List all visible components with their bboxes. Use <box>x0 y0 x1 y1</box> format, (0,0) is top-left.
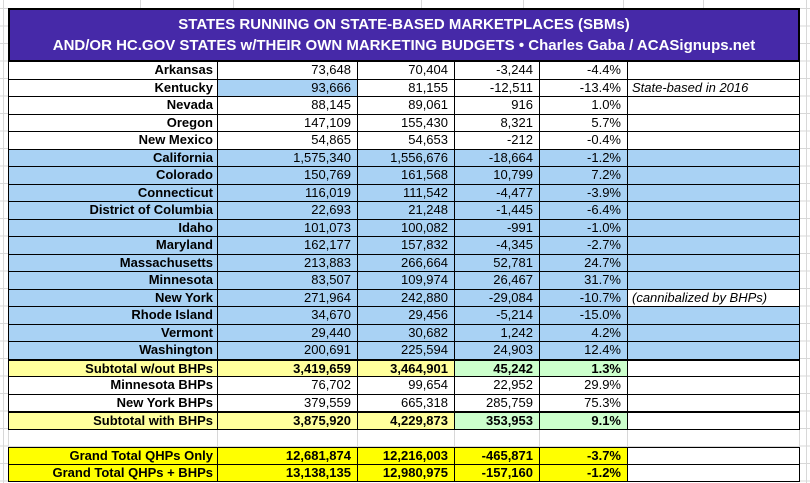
note-cell[interactable] <box>628 325 800 343</box>
value-1-cell[interactable]: 13,138,135 <box>218 465 358 483</box>
state-name-cell[interactable]: Vermont <box>8 325 218 343</box>
note-cell[interactable]: State-based in 2016 <box>628 80 800 98</box>
note-cell[interactable] <box>628 342 800 360</box>
value-2-cell[interactable]: 109,974 <box>358 272 455 290</box>
percent-change-cell[interactable]: 9.1% <box>540 413 628 430</box>
gridline-tick <box>233 0 234 8</box>
gridline-tick <box>623 0 624 8</box>
percent-change-cell[interactable]: 24.7% <box>540 255 628 273</box>
percent-change-cell[interactable]: -6.4% <box>540 202 628 220</box>
value-2-cell[interactable]: 54,653 <box>358 132 455 150</box>
difference-cell[interactable]: -1,445 <box>455 202 540 220</box>
percent-change-cell <box>540 430 628 448</box>
table-row <box>8 97 800 115</box>
value-1-cell[interactable]: 147,109 <box>218 115 358 133</box>
difference-cell[interactable]: -29,084 <box>455 290 540 308</box>
state-name-cell[interactable]: Arkansas <box>8 62 218 80</box>
difference-cell[interactable]: 285,759 <box>455 395 540 413</box>
percent-change-cell[interactable]: -3.7% <box>540 448 628 465</box>
value-1-cell[interactable]: 116,019 <box>218 185 358 203</box>
table-row <box>8 255 800 273</box>
state-name-cell[interactable]: Washington <box>8 342 218 360</box>
title-line-1: STATES RUNNING ON STATE-BASED MARKETPLACES (SBMs) <box>178 16 630 33</box>
note-cell[interactable] <box>628 361 800 378</box>
difference-cell[interactable]: 916 <box>455 97 540 115</box>
state-name-cell[interactable]: Subtotal with BHPs <box>8 413 218 430</box>
table-row <box>8 185 800 203</box>
percent-change-cell[interactable]: -4.4% <box>540 62 628 80</box>
difference-cell[interactable]: 24,903 <box>455 342 540 360</box>
note-cell[interactable] <box>628 185 800 203</box>
value-2-cell[interactable]: 161,568 <box>358 167 455 185</box>
difference-cell[interactable]: 353,953 <box>455 413 540 430</box>
percent-change-cell[interactable]: 31.7% <box>540 272 628 290</box>
state-name-cell[interactable]: Massachusetts <box>8 255 218 273</box>
value-1-cell[interactable]: 34,670 <box>218 307 358 325</box>
title-line-2: AND/OR HC.GOV STATES w/THEIR OWN MARKETING BUDGETS • Charles Gaba / ACASignups.net <box>52 37 756 54</box>
table-row <box>8 307 800 325</box>
value-2-cell[interactable]: 81,155 <box>358 80 455 98</box>
state-name-cell[interactable]: Subtotal w/out BHPs <box>8 361 218 378</box>
table-row <box>8 290 800 308</box>
difference-cell[interactable]: -3,244 <box>455 62 540 80</box>
value-2-cell[interactable]: 266,664 <box>358 255 455 273</box>
note-cell[interactable] <box>628 220 800 238</box>
value-2-cell[interactable]: 29,456 <box>358 307 455 325</box>
state-name-cell[interactable]: Colorado <box>8 167 218 185</box>
table-row <box>8 237 800 255</box>
state-name-cell[interactable]: Nevada <box>8 97 218 115</box>
value-1-cell[interactable]: 93,666 <box>218 80 358 98</box>
percent-change-cell[interactable]: 12.4% <box>540 342 628 360</box>
difference-cell <box>455 430 540 448</box>
state-name-cell[interactable]: California <box>8 150 218 168</box>
percent-change-cell[interactable]: -2.7% <box>540 237 628 255</box>
value-1-cell[interactable]: 213,883 <box>218 255 358 273</box>
value-1-cell[interactable]: 12,681,874 <box>218 448 358 465</box>
note-cell[interactable] <box>628 132 800 150</box>
state-name-cell[interactable]: Kentucky <box>8 80 218 98</box>
value-2-cell[interactable]: 70,404 <box>358 62 455 80</box>
state-name-cell[interactable]: New Mexico <box>8 132 218 150</box>
state-name-cell <box>8 430 218 448</box>
value-2-cell[interactable]: 21,248 <box>358 202 455 220</box>
difference-cell[interactable]: -4,477 <box>455 185 540 203</box>
note-cell[interactable] <box>628 62 800 80</box>
difference-cell[interactable]: -5,214 <box>455 307 540 325</box>
percent-change-cell[interactable]: 7.2% <box>540 167 628 185</box>
note-cell[interactable] <box>628 150 800 168</box>
percent-change-cell[interactable]: -3.9% <box>540 185 628 203</box>
difference-cell[interactable]: -465,871 <box>455 448 540 465</box>
difference-cell[interactable]: 26,467 <box>455 272 540 290</box>
state-name-cell[interactable]: Grand Total QHPs Only <box>8 448 218 465</box>
value-2-cell[interactable]: 225,594 <box>358 342 455 360</box>
state-name-cell[interactable]: District of Columbia <box>8 202 218 220</box>
note-cell[interactable] <box>628 202 800 220</box>
sheet-right-margin <box>800 0 810 483</box>
value-2-cell[interactable]: 665,318 <box>358 395 455 413</box>
value-1-cell <box>218 430 358 448</box>
note-cell[interactable] <box>628 115 800 133</box>
state-name-cell[interactable]: Minnesota <box>8 272 218 290</box>
percent-change-cell[interactable]: 29.9% <box>540 377 628 395</box>
percent-change-cell[interactable]: -10.7% <box>540 290 628 308</box>
percent-change-cell[interactable]: -13.4% <box>540 80 628 98</box>
difference-cell[interactable]: -18,664 <box>455 150 540 168</box>
percent-change-cell[interactable]: -15.0% <box>540 307 628 325</box>
table-row <box>8 325 800 343</box>
percent-change-cell[interactable]: 1.0% <box>540 97 628 115</box>
note-cell[interactable] <box>628 448 800 465</box>
value-2-cell[interactable]: 242,880 <box>358 290 455 308</box>
state-name-cell[interactable]: Rhode Island <box>8 307 218 325</box>
note-cell[interactable] <box>628 255 800 273</box>
value-1-cell[interactable]: 1,575,340 <box>218 150 358 168</box>
difference-cell[interactable]: 10,799 <box>455 167 540 185</box>
percent-change-cell[interactable]: 4.2% <box>540 325 628 343</box>
table-row <box>8 412 800 430</box>
value-1-cell[interactable]: 83,507 <box>218 272 358 290</box>
note-cell[interactable] <box>628 377 800 395</box>
gridline-tick <box>523 0 524 8</box>
value-1-cell[interactable]: 73,648 <box>218 62 358 80</box>
value-1-cell[interactable]: 29,440 <box>218 325 358 343</box>
value-1-cell[interactable]: 22,693 <box>218 202 358 220</box>
value-1-cell[interactable]: 54,865 <box>218 132 358 150</box>
value-2-cell[interactable]: 100,082 <box>358 220 455 238</box>
table-row <box>8 447 800 465</box>
value-2-cell[interactable]: 89,061 <box>358 97 455 115</box>
difference-cell[interactable]: 52,781 <box>455 255 540 273</box>
table-row <box>8 115 800 133</box>
value-2-cell <box>358 430 455 448</box>
difference-cell[interactable]: -212 <box>455 132 540 150</box>
note-cell[interactable] <box>628 272 800 290</box>
value-2-cell[interactable]: 4,229,873 <box>358 413 455 430</box>
value-2-cell[interactable]: 30,682 <box>358 325 455 343</box>
spacer-row <box>8 430 800 448</box>
difference-cell[interactable]: 1,242 <box>455 325 540 343</box>
table-row <box>8 150 800 168</box>
table-row <box>8 167 800 185</box>
table-row <box>8 272 800 290</box>
difference-cell[interactable]: -157,160 <box>455 465 540 483</box>
table-row <box>8 80 800 98</box>
table-row <box>8 395 800 413</box>
difference-cell[interactable]: -991 <box>455 220 540 238</box>
percent-change-cell[interactable]: -1.0% <box>540 220 628 238</box>
state-name-cell[interactable]: Minnesota BHPs <box>8 377 218 395</box>
percent-change-cell[interactable]: 5.7% <box>540 115 628 133</box>
state-name-cell[interactable]: Maryland <box>8 237 218 255</box>
difference-cell[interactable]: -12,511 <box>455 80 540 98</box>
difference-cell[interactable]: 8,321 <box>455 115 540 133</box>
value-1-cell[interactable]: 271,964 <box>218 290 358 308</box>
value-2-cell[interactable]: 157,832 <box>358 237 455 255</box>
percent-change-cell[interactable]: 1.3% <box>540 361 628 378</box>
value-1-cell[interactable]: 3,875,920 <box>218 413 358 430</box>
note-cell <box>628 430 800 448</box>
table-row <box>8 132 800 150</box>
table-row <box>8 377 800 395</box>
note-cell[interactable] <box>628 465 800 483</box>
value-1-cell[interactable]: 76,702 <box>218 377 358 395</box>
note-cell[interactable] <box>628 395 800 413</box>
value-2-cell[interactable]: 3,464,901 <box>358 361 455 378</box>
note-cell[interactable] <box>628 167 800 185</box>
note-cell[interactable] <box>628 237 800 255</box>
note-cell[interactable] <box>628 307 800 325</box>
value-1-cell[interactable]: 379,559 <box>218 395 358 413</box>
value-1-cell[interactable]: 162,177 <box>218 237 358 255</box>
state-name-cell[interactable]: Idaho <box>8 220 218 238</box>
sheet-left-margin <box>0 0 8 483</box>
percent-change-cell[interactable]: -0.4% <box>540 132 628 150</box>
value-2-cell[interactable]: 111,542 <box>358 185 455 203</box>
value-1-cell[interactable]: 3,419,659 <box>218 361 358 378</box>
value-1-cell[interactable]: 150,769 <box>218 167 358 185</box>
difference-cell[interactable]: 45,242 <box>455 361 540 378</box>
table-row <box>8 220 800 238</box>
value-2-cell[interactable]: 12,216,003 <box>358 448 455 465</box>
table-row <box>8 360 800 378</box>
state-name-cell[interactable]: Oregon <box>8 115 218 133</box>
state-name-cell[interactable]: Grand Total QHPs + BHPs <box>8 465 218 483</box>
note-cell[interactable] <box>628 413 800 430</box>
difference-cell[interactable]: 22,952 <box>455 377 540 395</box>
value-2-cell[interactable]: 155,430 <box>358 115 455 133</box>
percent-change-cell[interactable]: -1.2% <box>540 150 628 168</box>
value-2-cell[interactable]: 12,980,975 <box>358 465 455 483</box>
percent-change-cell[interactable]: 75.3% <box>540 395 628 413</box>
state-name-cell[interactable]: New York BHPs <box>8 395 218 413</box>
gridline-tick <box>140 0 141 8</box>
value-2-cell[interactable]: 1,556,676 <box>358 150 455 168</box>
note-cell[interactable]: (cannibalized by BHPs) <box>628 290 800 308</box>
data-grid <box>8 62 800 482</box>
state-name-cell[interactable]: New York <box>8 290 218 308</box>
table-title-banner <box>8 8 800 62</box>
value-1-cell[interactable]: 88,145 <box>218 97 358 115</box>
table-row <box>8 62 800 80</box>
difference-cell[interactable]: -4,345 <box>455 237 540 255</box>
value-1-cell[interactable]: 101,073 <box>218 220 358 238</box>
percent-change-cell[interactable]: -1.2% <box>540 465 628 483</box>
table-row <box>8 342 800 360</box>
note-cell[interactable] <box>628 97 800 115</box>
value-2-cell[interactable]: 99,654 <box>358 377 455 395</box>
value-1-cell[interactable]: 200,691 <box>218 342 358 360</box>
state-name-cell[interactable]: Connecticut <box>8 185 218 203</box>
gridline-tick <box>703 0 704 8</box>
table-row <box>8 465 800 483</box>
table-row <box>8 202 800 220</box>
gridline-tick <box>421 0 422 8</box>
